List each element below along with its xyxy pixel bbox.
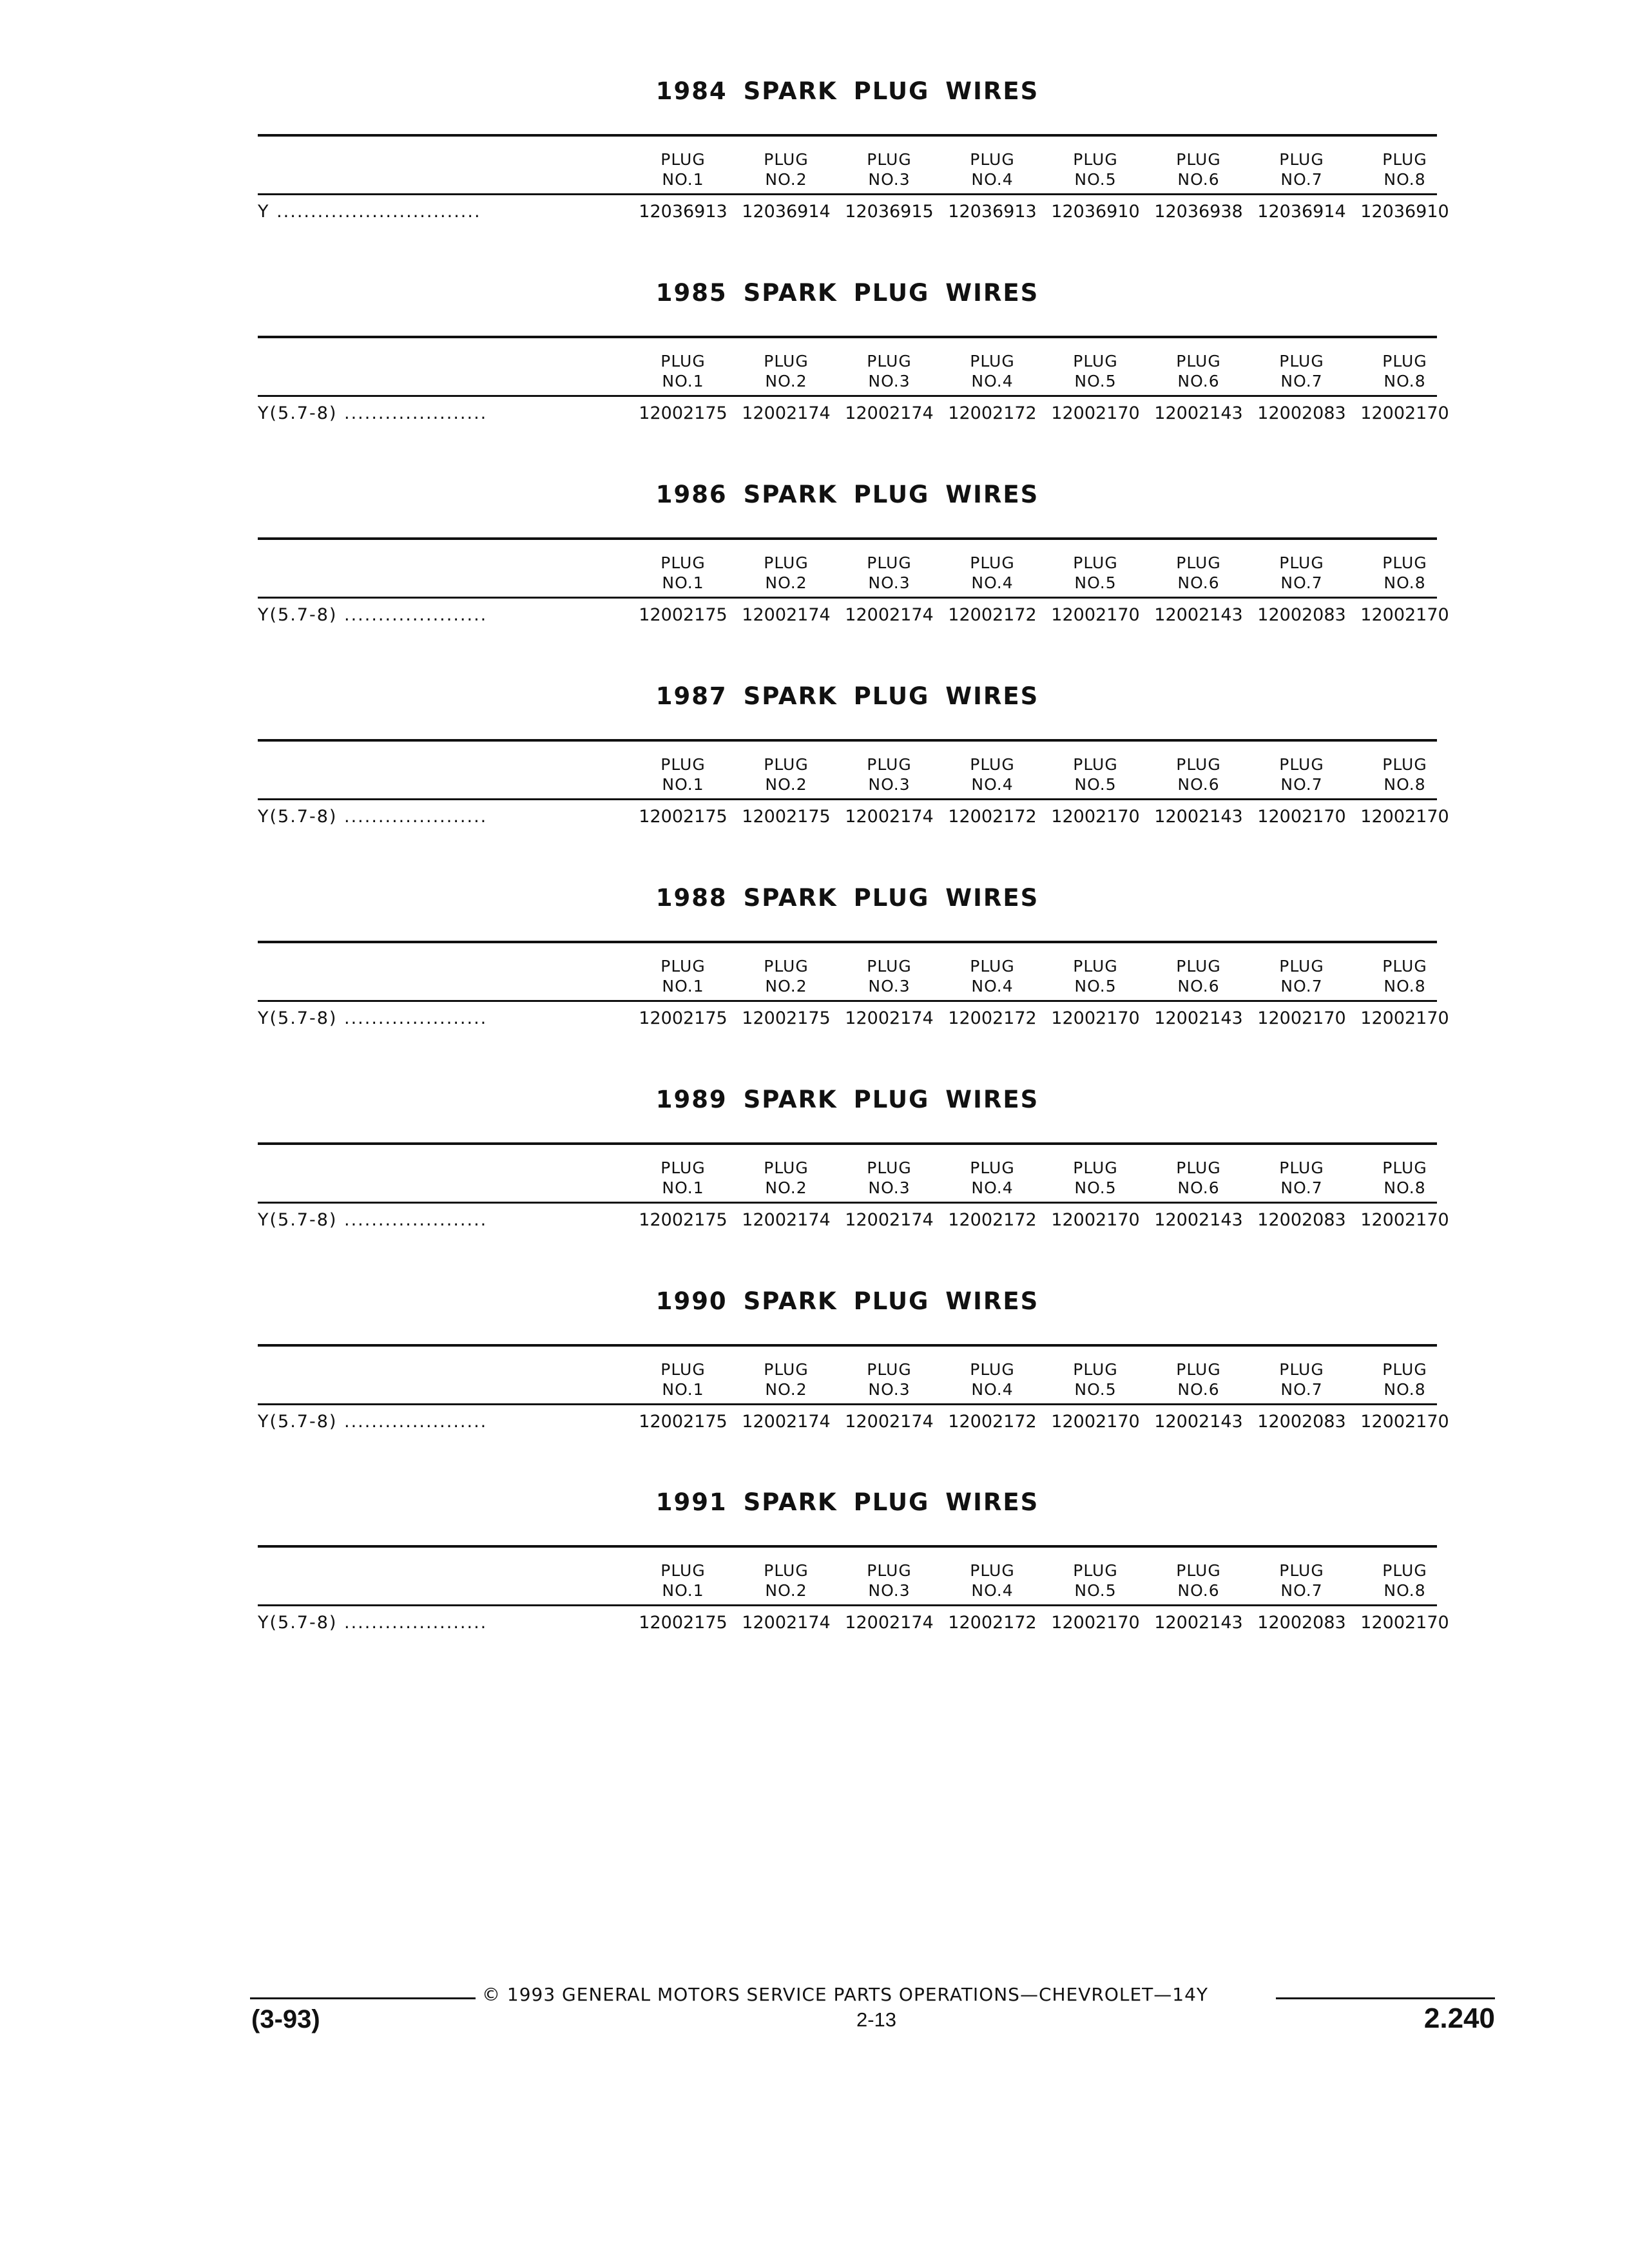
- part-number-1: 12002175: [639, 1210, 728, 1230]
- part-number-8: 12002170: [1360, 1412, 1449, 1432]
- part-number-6: 12002143: [1154, 1613, 1243, 1633]
- col-header-5: PLUG NO.5: [1073, 553, 1118, 592]
- col-header-6: PLUG NO.6: [1176, 1158, 1221, 1197]
- section-1986: [258, 481, 1449, 680]
- rule-mid: [258, 395, 1437, 397]
- section-title: 1989 SPARK PLUG WIRES: [655, 1086, 1039, 1113]
- col-header-5: PLUG NO.5: [1073, 1158, 1118, 1197]
- part-number-5: 12002170: [1051, 605, 1140, 625]
- part-number-4: 12002172: [948, 1412, 1037, 1432]
- col-header-4: PLUG NO.4: [970, 1158, 1015, 1197]
- part-number-6: 12002143: [1154, 605, 1243, 625]
- col-header-2: PLUG NO.2: [764, 352, 809, 390]
- col-header-6: PLUG NO.6: [1176, 1561, 1221, 1600]
- row-label: Y(5.7-8) .....................: [258, 807, 488, 827]
- section-title: 1987 SPARK PLUG WIRES: [655, 682, 1039, 710]
- col-header-7: PLUG NO.7: [1279, 352, 1324, 390]
- part-number-2: 12002175: [742, 807, 831, 827]
- rule-top: [258, 1344, 1437, 1347]
- col-header-6: PLUG NO.6: [1176, 150, 1221, 189]
- col-header-3: PLUG NO.3: [867, 1360, 912, 1399]
- col-header-1: PLUG NO.1: [660, 755, 706, 794]
- col-header-5: PLUG NO.5: [1073, 150, 1118, 189]
- part-number-8: 12002170: [1360, 1008, 1449, 1028]
- col-header-4: PLUG NO.4: [970, 957, 1015, 995]
- part-number-4: 12002172: [948, 403, 1037, 423]
- col-header-2: PLUG NO.2: [764, 957, 809, 995]
- rule-mid: [258, 798, 1437, 800]
- col-header-1: PLUG NO.1: [660, 1158, 706, 1197]
- part-number-1: 12002175: [639, 1613, 728, 1633]
- section-1988: [258, 884, 1449, 1084]
- col-header-1: PLUG NO.1: [660, 1561, 706, 1600]
- col-header-8: PLUG NO.8: [1382, 1360, 1427, 1399]
- col-header-2: PLUG NO.2: [764, 1561, 809, 1600]
- footer-rule-right: [1276, 1997, 1495, 1999]
- col-header-8: PLUG NO.8: [1382, 352, 1427, 390]
- col-header-3: PLUG NO.3: [867, 150, 912, 189]
- col-header-1: PLUG NO.1: [660, 150, 706, 189]
- rule-mid: [258, 597, 1437, 599]
- col-header-1: PLUG NO.1: [660, 553, 706, 592]
- col-header-2: PLUG NO.2: [764, 1360, 809, 1399]
- part-number-7: 12002170: [1257, 1008, 1346, 1028]
- footer-section-number: 2.240: [1423, 2003, 1495, 2034]
- col-header-2: PLUG NO.2: [764, 755, 809, 794]
- col-header-1: PLUG NO.1: [660, 1360, 706, 1399]
- col-header-3: PLUG NO.3: [867, 957, 912, 995]
- footer-rule-left: [250, 1997, 476, 1999]
- col-header-8: PLUG NO.8: [1382, 1158, 1427, 1197]
- section-1984: [258, 77, 1449, 277]
- part-number-6: 12002143: [1154, 1210, 1243, 1230]
- col-header-6: PLUG NO.6: [1176, 957, 1221, 995]
- part-number-2: 12036914: [742, 202, 831, 222]
- part-number-7: 12002083: [1257, 605, 1346, 625]
- part-number-7: 12002083: [1257, 1613, 1346, 1633]
- col-header-7: PLUG NO.7: [1279, 1360, 1324, 1399]
- part-number-1: 12002175: [639, 807, 728, 827]
- part-number-5: 12002170: [1051, 1210, 1140, 1230]
- rule-mid: [258, 1604, 1437, 1606]
- col-header-6: PLUG NO.6: [1176, 755, 1221, 794]
- col-header-7: PLUG NO.7: [1279, 553, 1324, 592]
- part-number-2: 12002174: [742, 605, 831, 625]
- col-header-5: PLUG NO.5: [1073, 1360, 1118, 1399]
- section-1987: [258, 682, 1449, 882]
- col-header-1: PLUG NO.1: [660, 957, 706, 995]
- part-number-3: 12002174: [845, 807, 934, 827]
- rule-mid: [258, 1000, 1437, 1002]
- col-header-4: PLUG NO.4: [970, 755, 1015, 794]
- col-header-8: PLUG NO.8: [1382, 553, 1427, 592]
- part-number-4: 12002172: [948, 1210, 1037, 1230]
- part-number-5: 12002170: [1051, 1008, 1140, 1028]
- rule-top: [258, 134, 1437, 137]
- col-header-3: PLUG NO.3: [867, 352, 912, 390]
- part-number-2: 12002174: [742, 403, 831, 423]
- col-header-7: PLUG NO.7: [1279, 957, 1324, 995]
- part-number-1: 12002175: [639, 1412, 728, 1432]
- col-header-4: PLUG NO.4: [970, 150, 1015, 189]
- part-number-3: 12002174: [845, 403, 934, 423]
- part-number-6: 12002143: [1154, 1412, 1243, 1432]
- col-header-8: PLUG NO.8: [1382, 957, 1427, 995]
- rule-top: [258, 336, 1437, 338]
- part-number-6: 12002143: [1154, 807, 1243, 827]
- part-number-5: 12002170: [1051, 1412, 1140, 1432]
- part-number-7: 12036914: [1257, 202, 1346, 222]
- col-header-5: PLUG NO.5: [1073, 957, 1118, 995]
- rule-mid: [258, 193, 1437, 195]
- part-number-1: 12002175: [639, 1008, 728, 1028]
- col-header-5: PLUG NO.5: [1073, 755, 1118, 794]
- part-number-4: 12002172: [948, 605, 1037, 625]
- part-number-3: 12002174: [845, 1613, 934, 1633]
- rule-top: [258, 941, 1437, 943]
- rule-mid: [258, 1403, 1437, 1405]
- col-header-7: PLUG NO.7: [1279, 1561, 1324, 1600]
- footer-revision-date: (3-93): [251, 2005, 320, 2033]
- col-header-8: PLUG NO.8: [1382, 755, 1427, 794]
- rule-mid: [258, 1202, 1437, 1204]
- col-header-4: PLUG NO.4: [970, 352, 1015, 390]
- part-number-4: 12036913: [948, 202, 1037, 222]
- col-header-7: PLUG NO.7: [1279, 1158, 1324, 1197]
- part-number-1: 12002175: [639, 605, 728, 625]
- part-number-4: 12002172: [948, 1008, 1037, 1028]
- col-header-1: PLUG NO.1: [660, 352, 706, 390]
- part-number-5: 12002170: [1051, 1613, 1140, 1633]
- part-number-2: 12002174: [742, 1613, 831, 1633]
- rule-top: [258, 739, 1437, 742]
- part-number-2: 12002175: [742, 1008, 831, 1028]
- col-header-6: PLUG NO.6: [1176, 352, 1221, 390]
- rule-top: [258, 1545, 1437, 1548]
- part-number-3: 12002174: [845, 1210, 934, 1230]
- part-number-6: 12002143: [1154, 403, 1243, 423]
- col-header-2: PLUG NO.2: [764, 150, 809, 189]
- row-label: Y(5.7-8) .....................: [258, 1412, 488, 1432]
- row-label: Y(5.7-8) .....................: [258, 605, 488, 625]
- col-header-8: PLUG NO.8: [1382, 150, 1427, 189]
- col-header-5: PLUG NO.5: [1073, 1561, 1118, 1600]
- footer-page-number: 2-13: [856, 2008, 897, 2031]
- col-header-7: PLUG NO.7: [1279, 755, 1324, 794]
- row-label: Y(5.7-8) .....................: [258, 1008, 488, 1028]
- part-number-2: 12002174: [742, 1412, 831, 1432]
- part-number-8: 12002170: [1360, 1210, 1449, 1230]
- section-title: 1984 SPARK PLUG WIRES: [655, 77, 1039, 105]
- col-header-4: PLUG NO.4: [970, 553, 1015, 592]
- part-number-5: 12002170: [1051, 403, 1140, 423]
- row-label: Y(5.7-8) .....................: [258, 1613, 488, 1633]
- section-title: 1990 SPARK PLUG WIRES: [655, 1287, 1039, 1315]
- col-header-7: PLUG NO.7: [1279, 150, 1324, 189]
- section-title: 1986 SPARK PLUG WIRES: [655, 481, 1039, 508]
- part-number-8: 12002170: [1360, 1613, 1449, 1633]
- col-header-8: PLUG NO.8: [1382, 1561, 1427, 1600]
- part-number-6: 12036938: [1154, 202, 1243, 222]
- row-label: Y ..............................: [258, 202, 481, 222]
- section-title: 1985 SPARK PLUG WIRES: [655, 279, 1039, 307]
- part-number-3: 12002174: [845, 605, 934, 625]
- part-number-7: 12002170: [1257, 807, 1346, 827]
- col-header-6: PLUG NO.6: [1176, 553, 1221, 592]
- col-header-2: PLUG NO.2: [764, 553, 809, 592]
- part-number-7: 12002083: [1257, 1210, 1346, 1230]
- part-number-8: 12036910: [1360, 202, 1449, 222]
- section-1990: [258, 1287, 1449, 1487]
- part-number-7: 12002083: [1257, 1412, 1346, 1432]
- part-number-5: 12002170: [1051, 807, 1140, 827]
- part-number-8: 12002170: [1360, 403, 1449, 423]
- part-number-5: 12036910: [1051, 202, 1140, 222]
- section-title: 1988 SPARK PLUG WIRES: [655, 884, 1039, 912]
- section-1989: [258, 1086, 1449, 1285]
- rule-top: [258, 1142, 1437, 1145]
- col-header-2: PLUG NO.2: [764, 1158, 809, 1197]
- part-number-1: 12036913: [639, 202, 728, 222]
- section-1991: [258, 1488, 1449, 1688]
- footer-copyright: © 1993 GENERAL MOTORS SERVICE PARTS OPERATIONS—CHEVROLET—14Y: [482, 1984, 1209, 2005]
- part-number-8: 12002170: [1360, 807, 1449, 827]
- part-number-4: 12002172: [948, 1613, 1037, 1633]
- part-number-7: 12002083: [1257, 403, 1346, 423]
- col-header-3: PLUG NO.3: [867, 553, 912, 592]
- col-header-4: PLUG NO.4: [970, 1360, 1015, 1399]
- rule-top: [258, 537, 1437, 540]
- section-title: 1991 SPARK PLUG WIRES: [655, 1488, 1039, 1516]
- part-number-4: 12002172: [948, 807, 1037, 827]
- part-number-2: 12002174: [742, 1210, 831, 1230]
- col-header-3: PLUG NO.3: [867, 1561, 912, 1600]
- part-number-1: 12002175: [639, 403, 728, 423]
- part-number-3: 12002174: [845, 1008, 934, 1028]
- row-label: Y(5.7-8) .....................: [258, 1210, 488, 1230]
- part-number-3: 12036915: [845, 202, 934, 222]
- col-header-3: PLUG NO.3: [867, 755, 912, 794]
- col-header-6: PLUG NO.6: [1176, 1360, 1221, 1399]
- section-1985: [258, 279, 1449, 479]
- part-number-6: 12002143: [1154, 1008, 1243, 1028]
- row-label: Y(5.7-8) .....................: [258, 403, 488, 423]
- col-header-4: PLUG NO.4: [970, 1561, 1015, 1600]
- col-header-3: PLUG NO.3: [867, 1158, 912, 1197]
- part-number-8: 12002170: [1360, 605, 1449, 625]
- col-header-5: PLUG NO.5: [1073, 352, 1118, 390]
- part-number-3: 12002174: [845, 1412, 934, 1432]
